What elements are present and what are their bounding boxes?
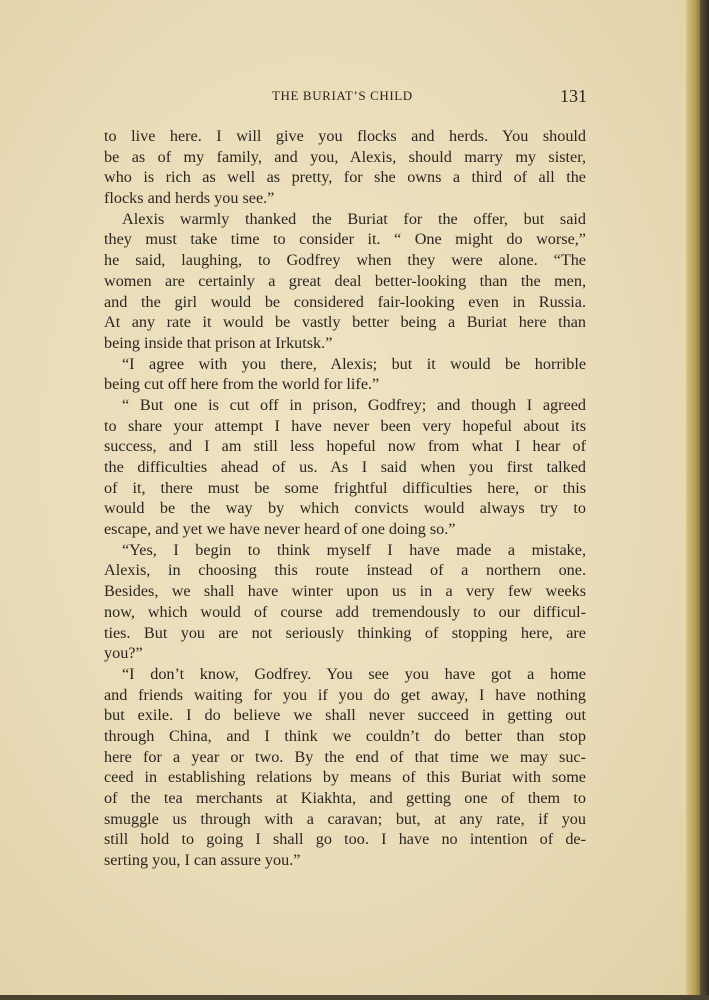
- text-line: he said, laughing, to Godfrey when they were alone. “The: [104, 251, 586, 270]
- text-line: women are certainly a great deal better-looking than the men,: [104, 271, 586, 290]
- text-line: At any rate it would be vastly better being a Buriat here than: [104, 313, 586, 332]
- text-line: you?”: [104, 644, 143, 663]
- text-line: being cut off here from the world for life.”: [104, 375, 380, 394]
- page-edge: [686, 0, 700, 995]
- text-line: escape, and yet we have never heard of one doing so.”: [104, 520, 456, 539]
- page-bottom-edge: [0, 995, 709, 1000]
- text-line: Alexis, in choosing this route instead of a northern one.: [104, 561, 586, 580]
- text-line: would be the way by which convicts would always try to: [104, 499, 586, 518]
- text-line: who is rich as well as pretty, for she owns a third of all the: [104, 168, 586, 187]
- text-line: here for a year or two. By the end of that time we may suc-: [104, 747, 586, 766]
- text-line: through China, and I think we couldn’t do better than stop: [104, 726, 586, 745]
- text-line: the difficulties ahead of us. As I said when you first talked: [104, 458, 586, 476]
- book-binding-shadow: [700, 0, 709, 1000]
- text-line: serting you, I can assure you.”: [104, 851, 301, 870]
- text-line: to live here. I will give you flocks and herds. You should: [104, 127, 586, 145]
- page-number: 131: [560, 86, 587, 106]
- text-line: to share your attempt I have never been very hopeful about its: [104, 416, 586, 435]
- text-line: be as of my family, and you, Alexis, should marry my sister,: [104, 147, 586, 166]
- text-line: “I don’t know, Godfrey. You see you have got a home: [122, 664, 586, 683]
- text-line: and the girl would be considered fair-looking even in Russia.: [104, 292, 586, 311]
- text-line: being inside that prison at Irkutsk.”: [104, 333, 333, 352]
- text-line: ties. But you are not seriously thinking of stopping here, are: [104, 623, 586, 642]
- text-line: Alexis warmly thanked the Buriat for the offer, but said: [122, 209, 586, 228]
- running-head: THE BURIAT’S CHILD: [272, 88, 413, 103]
- text-line: ceed in establishing relations by means of this Buriat with some: [104, 768, 586, 787]
- text-line: now, which would of course add tremendously to our difficul-: [104, 602, 586, 621]
- text-line: still hold to going I shall go too. I have no intention of de-: [104, 830, 586, 849]
- text-line: flocks and herds you see.”: [104, 189, 275, 208]
- text-line: of the tea merchants at Kiakhta, and getting one of them to: [104, 789, 586, 807]
- text-line: of it, there must be some frightful difficulties here, or this: [104, 478, 586, 497]
- text-line: Besides, we shall have winter upon us in a very few weeks: [104, 582, 586, 601]
- text-line: success, and I am still less hopeful now from what I hear of: [104, 437, 586, 456]
- text-line: “Yes, I begin to think myself I have made a mistake,: [122, 540, 586, 559]
- text-line: they must take time to consider it. “ One might do worse,”: [104, 230, 586, 249]
- text-line: but exile. I do believe we shall never succeed in getting out: [104, 706, 586, 725]
- text-line: smuggle us through with a caravan; but, at any rate, if you: [104, 809, 586, 828]
- text-line: “I agree with you there, Alexis; but it would be horrible: [122, 354, 586, 373]
- body-text: [104, 126, 586, 871]
- text-line: “ But one is cut off in prison, Godfrey; and though I agreed: [122, 395, 586, 414]
- text-line: and friends waiting for you if you do get away, I have nothing: [104, 685, 586, 704]
